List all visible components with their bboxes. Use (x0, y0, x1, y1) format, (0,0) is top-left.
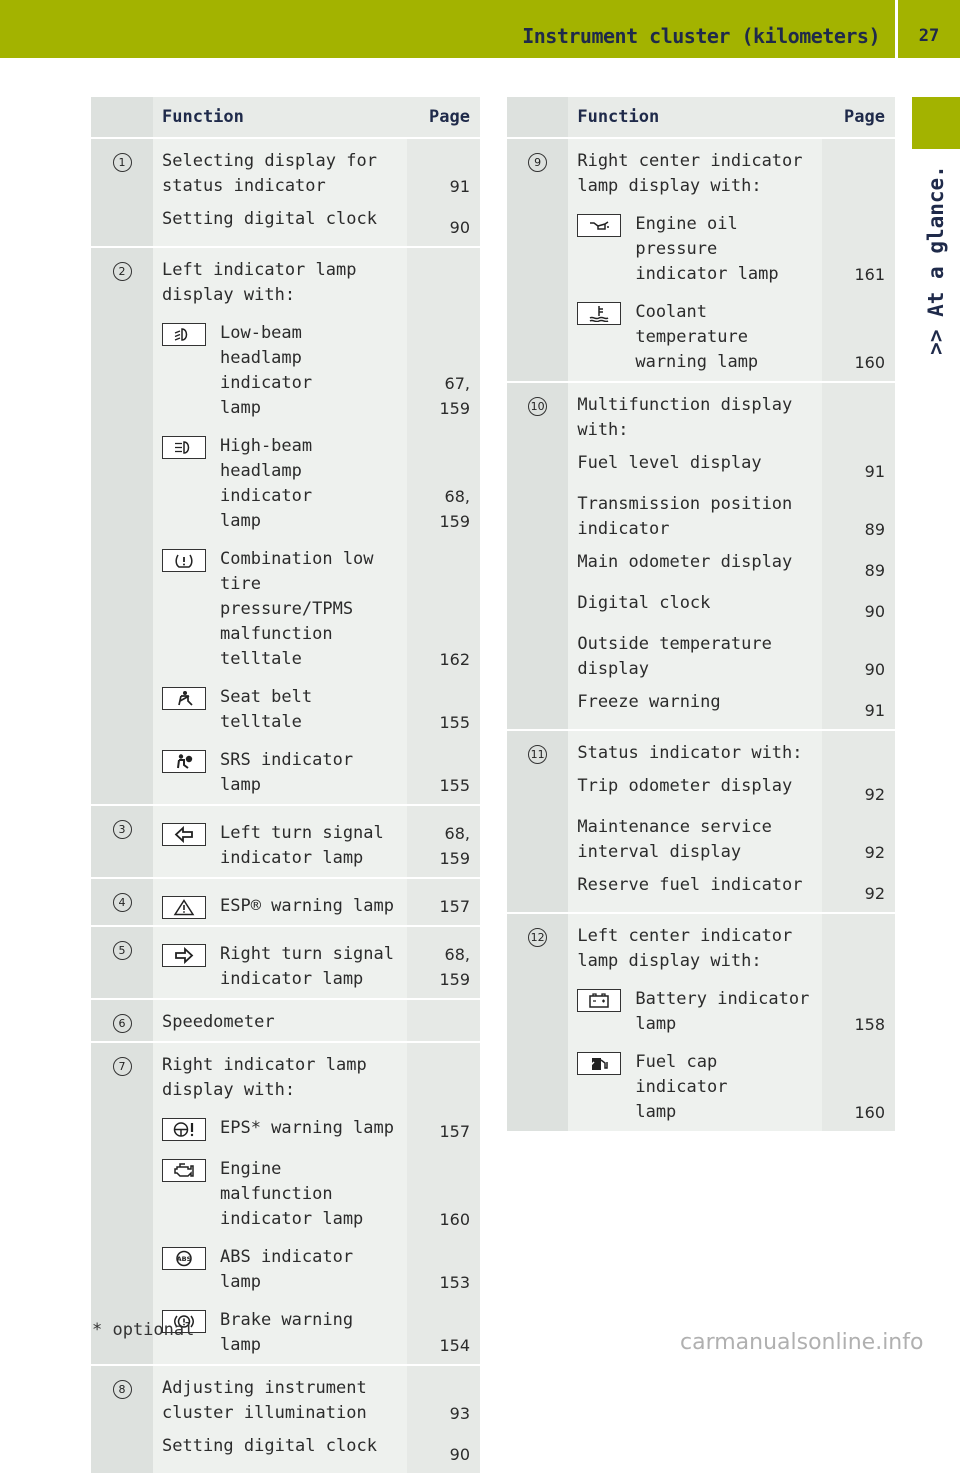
item-number (91, 1041, 153, 1364)
table-row (91, 877, 480, 925)
page-cell (822, 772, 895, 813)
page-reference: 68, (444, 824, 470, 843)
page-cell (822, 293, 895, 381)
coolant-icon (577, 302, 621, 325)
function-text: Right center indicator (577, 151, 803, 171)
function-text: Fuel level display (577, 453, 762, 473)
page-reference: 157 (439, 897, 470, 916)
function-cell (568, 381, 822, 449)
page-cell (822, 871, 895, 912)
page-cell (822, 205, 895, 293)
function-text: status indicator (162, 176, 326, 196)
page-reference: 68, (444, 945, 470, 964)
function-cell (568, 548, 822, 589)
function-text: Right turn signal (220, 944, 394, 964)
function-text: Status indicator with: (577, 743, 803, 763)
function-text: Main odometer display (577, 552, 793, 572)
page-reference: 161 (854, 265, 885, 284)
function-cell (153, 1238, 407, 1301)
page-cell (822, 490, 895, 548)
function-cell (153, 1150, 407, 1238)
item-number-badge: 6 (113, 1014, 132, 1033)
table-row (507, 729, 895, 772)
item-number-badge: 8 (113, 1380, 132, 1399)
page-cell (407, 1432, 480, 1473)
page-reference: 155 (439, 713, 470, 732)
function-table-right (507, 97, 895, 1131)
function-text: lamp (635, 1014, 677, 1034)
table-row (91, 804, 480, 877)
function-cell (153, 804, 407, 877)
function-text: Left indicator lamp (162, 260, 357, 280)
function-text: headlamp indicator (220, 461, 313, 506)
function-text: Fuel cap indicator (635, 1052, 728, 1097)
function-cell (153, 314, 407, 427)
function-text: EPS* warning lamp (220, 1118, 394, 1138)
function-text: display with: (162, 285, 296, 305)
function-text: interval display (577, 842, 742, 862)
function-cell (153, 998, 407, 1041)
function-text: warning lamp (635, 352, 759, 372)
item-number-badge: 5 (113, 941, 132, 960)
section-tab (912, 97, 960, 149)
function-cell (153, 877, 407, 925)
function-cell (568, 589, 822, 630)
page-cell (822, 813, 895, 871)
page-cell (822, 449, 895, 490)
page-reference: 162 (439, 650, 470, 669)
function-text: Reserve fuel indicator (577, 875, 803, 895)
function-table-left (91, 97, 480, 1473)
function-text: indicator lamp (220, 848, 364, 868)
function-cell (568, 449, 822, 490)
item-number (91, 137, 153, 246)
table-row (91, 998, 480, 1041)
table-row (507, 137, 895, 205)
function-cell (568, 912, 822, 980)
function-cell (568, 1043, 822, 1131)
function-cell (568, 490, 822, 548)
page-reference: 92 (864, 785, 885, 804)
oil-pressure-icon (577, 214, 621, 237)
page-reference: 90 (449, 1445, 470, 1464)
page-reference: 153 (439, 1273, 470, 1292)
watermark: carmanualsonline.info (680, 1330, 924, 1355)
page-cell (407, 1041, 480, 1109)
table-row (91, 925, 480, 998)
page-cell (407, 678, 480, 741)
svg-text:ABS: ABS (176, 1255, 192, 1263)
function-cell (568, 871, 822, 912)
airbag-icon (162, 750, 206, 773)
header-page: Page (822, 97, 895, 137)
item-number-badge: 2 (113, 262, 132, 281)
function-text: Left center indicator (577, 926, 793, 946)
battery-icon (577, 989, 621, 1012)
function-text: indicator lamp (220, 1209, 364, 1229)
item-number-badge: 9 (528, 153, 547, 172)
function-text: headlamp indicator (220, 348, 313, 393)
function-text: Outside temperature (577, 634, 772, 654)
function-cell (153, 1109, 407, 1150)
page-cell (407, 1238, 480, 1301)
page-reference: 159 (439, 970, 470, 989)
item-number (91, 998, 153, 1041)
page-cell (822, 688, 895, 729)
function-cell (153, 678, 407, 741)
item-number-badge: 10 (528, 397, 547, 416)
page-reference: 89 (864, 561, 885, 580)
function-text: Brake warning lamp (220, 1310, 354, 1355)
function-cell (153, 1041, 407, 1109)
page-cell (822, 630, 895, 688)
function-text: Seat belt telltale (220, 687, 313, 732)
page-cell (407, 998, 480, 1041)
table-row (91, 246, 480, 314)
page-reference: 89 (864, 520, 885, 539)
function-text: Maintenance service (577, 817, 772, 837)
function-text: Left turn signal (220, 823, 384, 843)
page-reference: 160 (854, 1103, 885, 1122)
function-cell (568, 688, 822, 729)
page-cell (822, 912, 895, 980)
item-number (91, 877, 153, 925)
function-cell (568, 630, 822, 688)
item-number-badge: 11 (528, 745, 547, 764)
function-text: display (577, 659, 649, 679)
function-cell (153, 741, 407, 804)
page-cell (822, 137, 895, 205)
function-text: Freeze warning (577, 692, 721, 712)
page-cell (822, 729, 895, 772)
page-cell (822, 589, 895, 630)
function-text: Combination low (220, 549, 374, 569)
function-text: temperature (635, 327, 748, 347)
table-row (91, 1364, 480, 1432)
table-row (507, 912, 895, 980)
item-number (507, 137, 568, 381)
page-cell (822, 980, 895, 1043)
item-number-badge: 1 (113, 153, 132, 172)
function-cell (568, 813, 822, 871)
steering-warning-icon (162, 1118, 206, 1141)
page-cell (407, 925, 480, 998)
page-cell (407, 1150, 480, 1238)
function-cell (153, 1364, 407, 1432)
page-reference: 157 (439, 1122, 470, 1141)
section-label: >> At a glance. (924, 165, 948, 355)
page-reference: 160 (439, 1210, 470, 1229)
function-cell (153, 427, 407, 540)
page-reference: 154 (439, 1336, 470, 1355)
page-reference: 92 (864, 843, 885, 862)
high-beam-icon (162, 436, 206, 459)
page-reference: 91 (864, 462, 885, 481)
page-cell (407, 137, 480, 205)
fuel-cap-icon (577, 1052, 621, 1075)
item-number (507, 381, 568, 729)
function-text: High-beam (220, 436, 313, 456)
item-number-badge: 3 (113, 820, 132, 839)
page-title: Instrument cluster (kilometers) (522, 24, 880, 48)
function-cell (568, 729, 822, 772)
function-text: Low-beam (220, 323, 302, 343)
warning-triangle-icon (162, 896, 206, 919)
function-text: Digital clock (577, 593, 711, 613)
page-cell (407, 741, 480, 804)
page-reference: 90 (864, 602, 885, 621)
page-reference: 159 (439, 399, 470, 418)
item-number (507, 912, 568, 1131)
function-cell (568, 205, 822, 293)
function-text: lamp (220, 511, 261, 531)
item-number-badge: 12 (528, 928, 547, 947)
header-number-cell (507, 97, 568, 137)
abs-icon (162, 1247, 206, 1270)
function-text: Battery indicator (635, 989, 810, 1009)
function-text: Setting digital clock (162, 1436, 377, 1456)
function-text: lamp display with: (577, 176, 762, 196)
function-text: ABS indicator lamp (220, 1247, 354, 1292)
function-text: cluster illumination (162, 1403, 367, 1423)
function-text: Coolant (635, 302, 707, 322)
page-cell (407, 1364, 480, 1432)
page-reference: 159 (439, 849, 470, 868)
function-cell (153, 246, 407, 314)
function-text: malfunction (220, 624, 333, 644)
page-cell (407, 246, 480, 314)
header-function: Function (568, 97, 822, 137)
low-beam-icon (162, 323, 206, 346)
function-cell (568, 293, 822, 381)
function-text: indicator lamp (635, 264, 779, 284)
function-cell (153, 137, 407, 205)
page-reference: 90 (864, 660, 885, 679)
function-text: Speedometer (162, 1012, 275, 1032)
function-text: lamp display with: (577, 951, 762, 971)
function-cell (153, 925, 407, 998)
function-text: telltale (220, 649, 302, 669)
page-cell (407, 1301, 480, 1364)
page-reference: 159 (439, 512, 470, 531)
function-text: with: (577, 420, 629, 440)
function-text: Setting digital clock (162, 209, 377, 229)
function-text: Transmission position (577, 494, 793, 514)
page-reference: 91 (864, 701, 885, 720)
seat-belt-icon (162, 687, 206, 710)
table-row (91, 1041, 480, 1109)
item-number (91, 925, 153, 998)
function-cell (153, 540, 407, 678)
page-cell (407, 804, 480, 877)
function-text: indicator (577, 519, 670, 539)
function-text: display with: (162, 1080, 296, 1100)
item-number-badge: 7 (113, 1057, 132, 1076)
page-cell (407, 1109, 480, 1150)
page-cell (407, 427, 480, 540)
function-text: Trip odometer display (577, 776, 793, 796)
page-reference: 160 (854, 353, 885, 372)
left-arrow-icon (162, 823, 206, 846)
function-text: tire pressure/TPMS (220, 574, 354, 619)
table-row (507, 381, 895, 449)
page-reference: 90 (449, 218, 470, 237)
engine-icon (162, 1159, 206, 1182)
function-text: indicator lamp (220, 969, 364, 989)
page-reference: 155 (439, 776, 470, 795)
page-cell (822, 1043, 895, 1131)
item-number (91, 1364, 153, 1473)
header-number-cell (91, 97, 153, 137)
page-cell (407, 877, 480, 925)
header-bar (0, 0, 960, 58)
page-cell (822, 381, 895, 449)
page-cell (407, 205, 480, 246)
right-arrow-icon (162, 944, 206, 967)
item-number (91, 246, 153, 804)
page-cell (407, 540, 480, 678)
item-number-badge: 4 (113, 893, 132, 912)
function-cell (568, 772, 822, 813)
tire-pressure-icon (162, 549, 206, 572)
function-cell (568, 137, 822, 205)
page-reference: 91 (449, 177, 470, 196)
function-cell (568, 980, 822, 1043)
function-text: ESP® warning lamp (220, 896, 394, 916)
function-text: Selecting display for (162, 151, 377, 171)
item-number (507, 729, 568, 912)
function-text: lamp (220, 398, 261, 418)
page-number: 27 (918, 26, 940, 46)
function-cell (153, 205, 407, 246)
function-text: Adjusting instrument (162, 1378, 367, 1398)
function-text: Engine oil pressure (635, 214, 738, 259)
page-cell (822, 548, 895, 589)
page-reference: 93 (449, 1404, 470, 1423)
page-reference: 92 (864, 884, 885, 903)
page-reference: 68, (444, 487, 470, 506)
function-cell (153, 1432, 407, 1473)
page-cell (407, 314, 480, 427)
table-row (91, 137, 480, 205)
function-text: lamp (635, 1102, 677, 1122)
footnote: * optional (92, 1320, 195, 1340)
page-reference: 158 (854, 1015, 885, 1034)
item-number (91, 804, 153, 877)
function-text: Multifunction display (577, 395, 793, 415)
page-reference: 67, (444, 374, 470, 393)
function-text: Right indicator lamp (162, 1055, 367, 1075)
header-page: Page (407, 97, 480, 137)
header-function: Function (153, 97, 407, 137)
function-text: Engine malfunction (220, 1159, 333, 1204)
function-text: SRS indicator lamp (220, 750, 354, 795)
